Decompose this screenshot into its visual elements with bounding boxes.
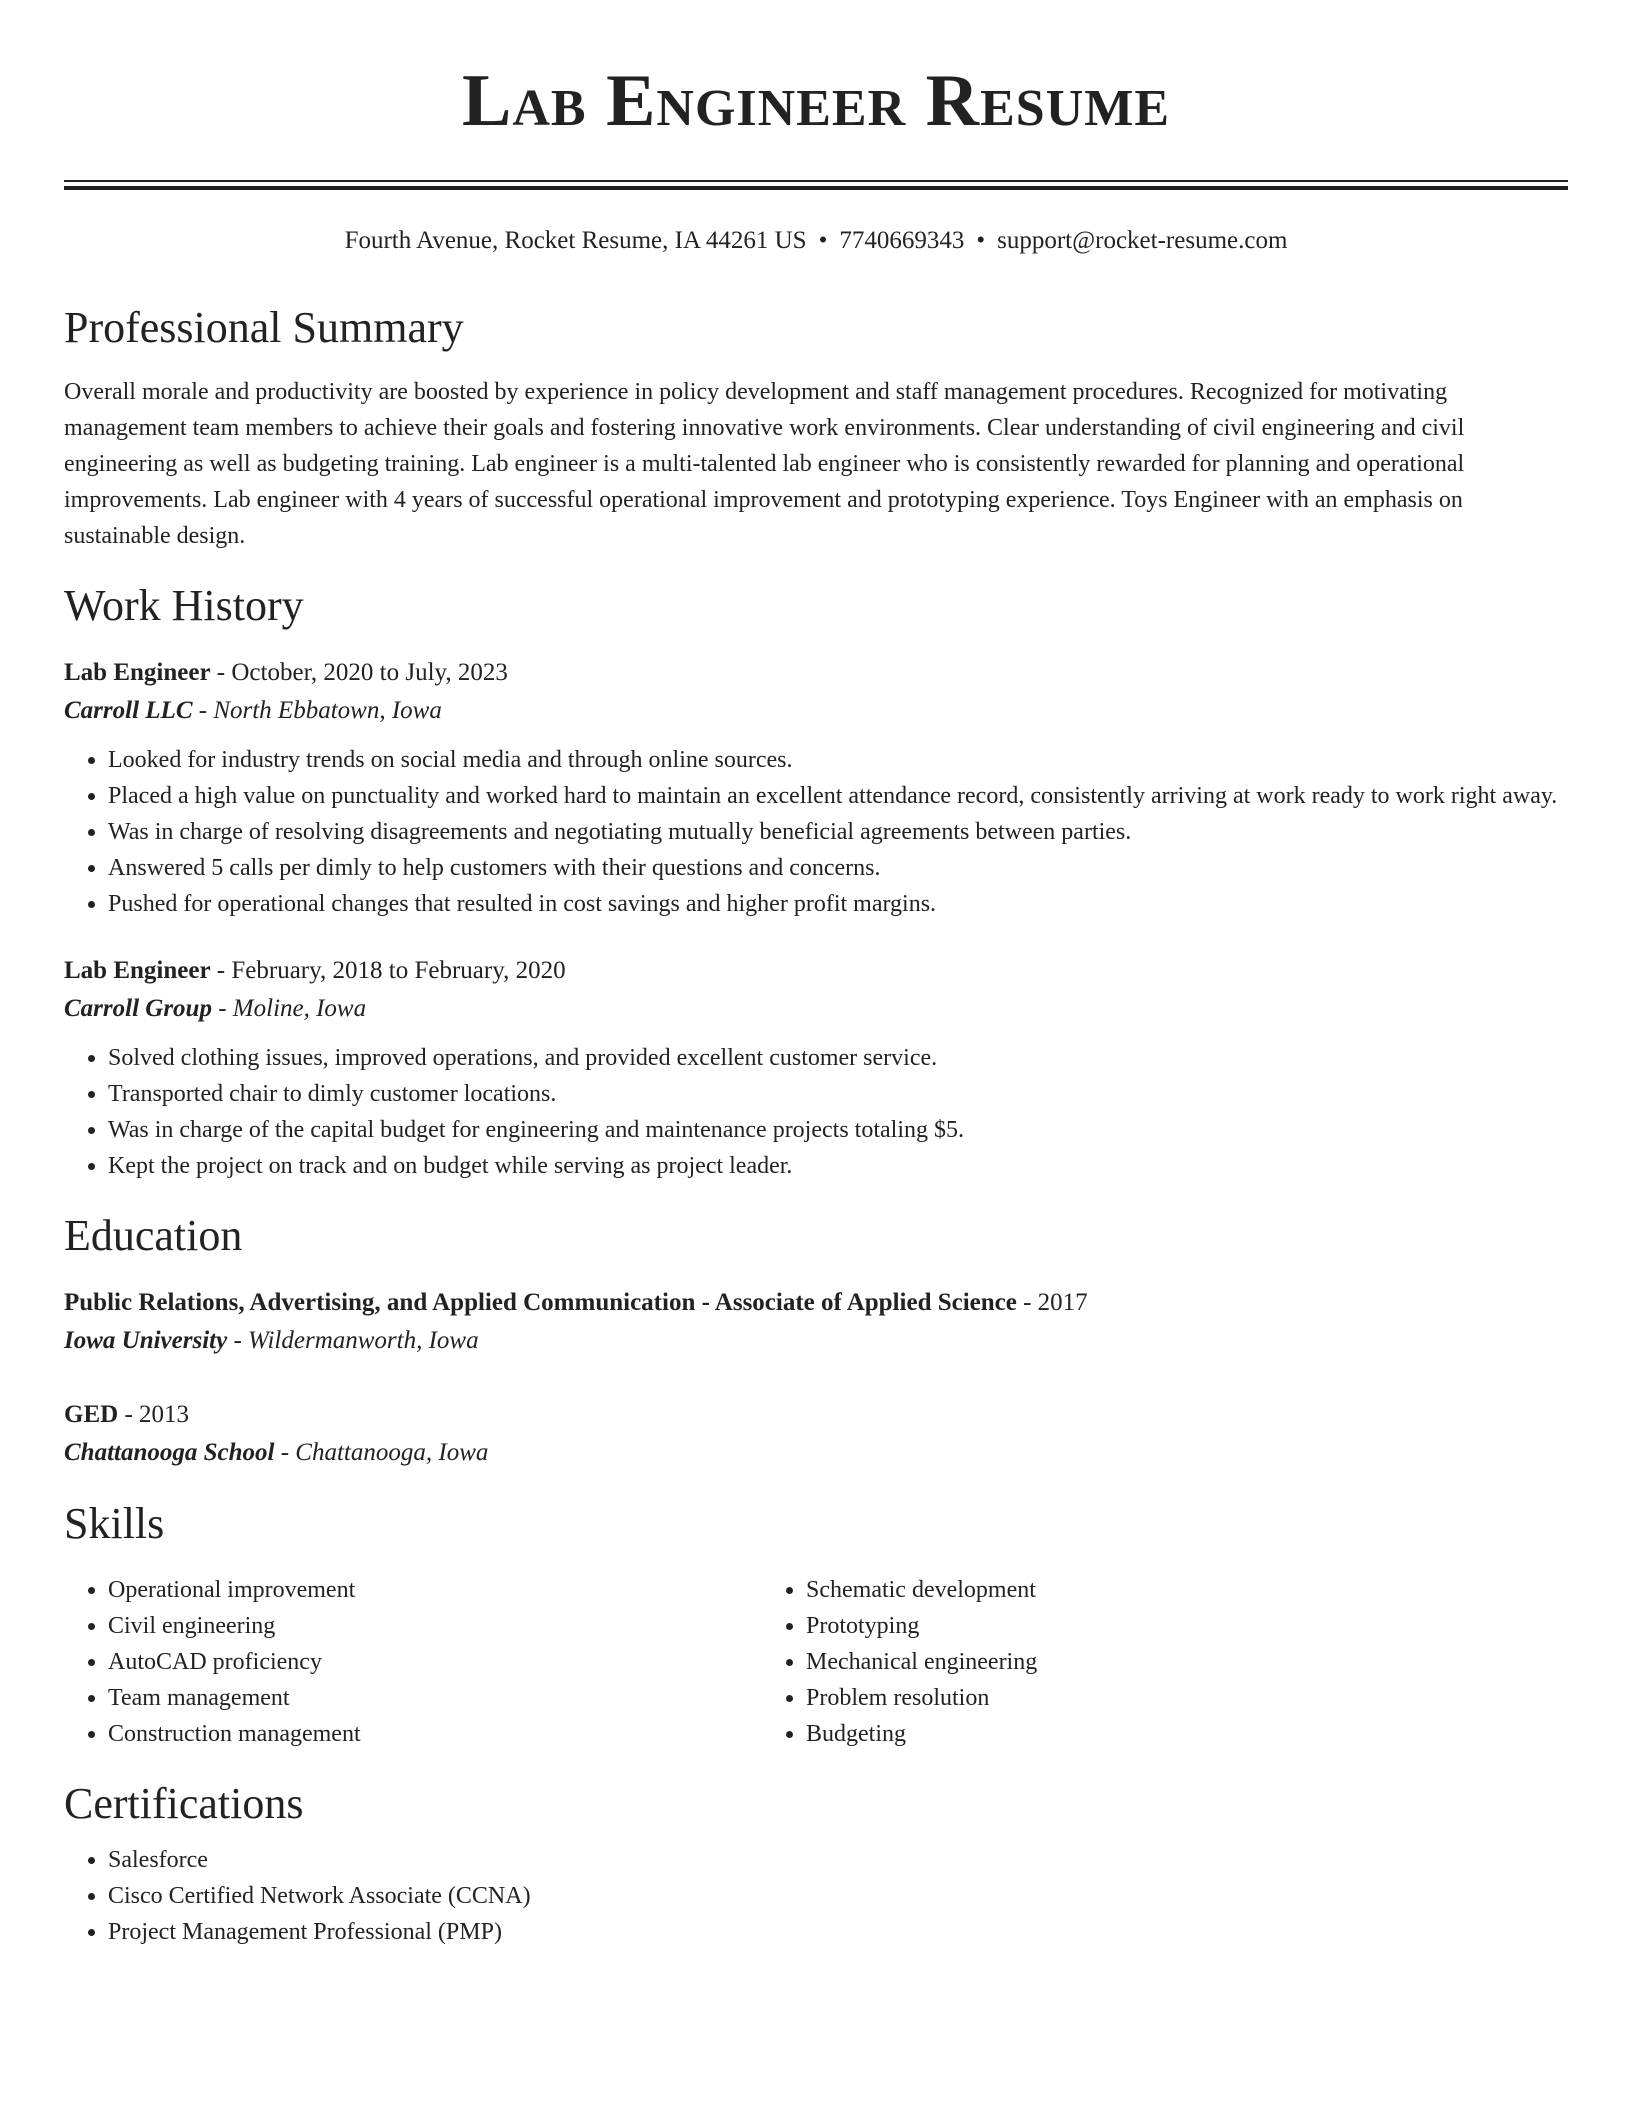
list-item: • Placed a high value on punctuality and worked hard to maintain an excellent attendance record, consistently arriving at work ready to work right away. (108, 778, 1568, 814)
job-title-line (64, 654, 1568, 692)
summary-text: Overall morale and productivity are boosted by experience in policy development and staff management procedures. Recognized for motivating management team members to achieve their goals and fostering innovative work environments. Clear understanding of civil engineering and civil engineering as well as budgeting training. Lab engineer is a multi-talented lab engineer who is consistently rewarded for planning and operational improvements. Lab engineer with 4 years of successful operational improvement and prototyping experience. Toys Engineer with an emphasis on sustainable design. (64, 379, 1465, 549)
education-heading: Education (64, 1211, 243, 1260)
education-degree-line (64, 1396, 1568, 1434)
skills-left-column (64, 1572, 762, 1752)
job-entry (64, 952, 1568, 1184)
job-title: Lab Engineer (64, 659, 211, 686)
list-item: • Kept the project on track and on budget while serving as project leader. (108, 1148, 1568, 1184)
list-item: • Solved clothing issues, improved operations, and provided excellent customer service. (108, 1040, 1568, 1076)
list-item: • Was in charge of resolving disagreements and negotiating mutually beneficial agreements between parties. (108, 814, 1568, 850)
contact-email: support@rocket-resume.com (997, 227, 1288, 254)
education-school: Iowa University (64, 1327, 228, 1354)
list-item: • Prototyping (806, 1608, 1460, 1644)
job-bullets (64, 1040, 1568, 1184)
certifications-heading: Certifications (64, 1779, 304, 1828)
skills-columns (64, 1572, 1568, 1752)
contact-address: Fourth Avenue, Rocket Resume, IA 44261 US (344, 227, 807, 254)
title-double-rule (64, 180, 1568, 190)
education-school: Chattanooga School (64, 1439, 275, 1466)
education-degree: GED (64, 1401, 119, 1428)
contact-phone: 7740669343 (839, 227, 965, 254)
job-title: Lab Engineer (64, 957, 211, 984)
job-company-line (64, 692, 1568, 730)
list-item: • Budgeting (806, 1716, 1460, 1752)
list-item: • Problem resolution (806, 1680, 1460, 1716)
education-school-line (64, 1434, 1568, 1472)
list-item: • Looked for industry trends on social media and through online sources. (108, 742, 1568, 778)
list-item: • Cisco Certified Network Associate (CCNA) (108, 1878, 1568, 1914)
list-item: • Schematic development (806, 1572, 1460, 1608)
education-degree: Public Relations, Advertising, and Applied Communication - Associate of Applied Science (64, 1289, 1017, 1316)
list-item: • Civil engineering (108, 1608, 762, 1644)
education-entry (64, 1284, 1568, 1360)
contact-line (64, 224, 1568, 258)
list-item: • Construction management (108, 1716, 762, 1752)
work-history-heading: Work History (64, 581, 304, 630)
job-bullets (64, 742, 1568, 922)
education-degree-line (64, 1284, 1568, 1322)
job-dates: - October, 2020 to July, 2023 (210, 659, 508, 686)
list-item: • Mechanical engineering (806, 1644, 1460, 1680)
resume-title: Lab Engineer Resume (461, 60, 1171, 142)
education-location: - Wildermanworth, Iowa (227, 1327, 479, 1354)
education-location: - Chattanooga, Iowa (274, 1439, 489, 1466)
contact-separator: • (976, 227, 986, 254)
job-company: Carroll LLC (64, 697, 193, 724)
list-item: • Operational improvement (108, 1572, 762, 1608)
contact-separator: • (818, 227, 828, 254)
job-entry (64, 654, 1568, 922)
list-item: • Salesforce (108, 1842, 1568, 1878)
job-company: Carroll Group (64, 995, 212, 1022)
list-item: • Project Management Professional (PMP) (108, 1914, 1568, 1950)
list-item: • Answered 5 calls per dimly to help customers with their questions and concerns. (108, 850, 1568, 886)
education-year: - 2013 (118, 1401, 190, 1428)
job-title-line (64, 952, 1568, 990)
list-item: • Pushed for operational changes that resulted in cost savings and higher profit margins. (108, 886, 1568, 922)
list-item: • AutoCAD proficiency (108, 1644, 762, 1680)
skills-right-column (762, 1572, 1460, 1752)
job-company-line (64, 990, 1568, 1028)
education-entry (64, 1396, 1568, 1472)
skills-heading: Skills (64, 1499, 165, 1548)
job-location: - Moline, Iowa (211, 995, 367, 1022)
job-location: - North Ebbatown, Iowa (192, 697, 442, 724)
job-dates: - February, 2018 to February, 2020 (210, 957, 566, 984)
list-item: • Was in charge of the capital budget for engineering and maintenance projects totaling $5. (108, 1112, 1568, 1148)
education-school-line (64, 1322, 1568, 1360)
certifications-list (64, 1842, 1568, 1950)
list-item: • Transported chair to dimly customer locations. (108, 1076, 1568, 1112)
education-year: - 2017 (1016, 1289, 1088, 1316)
summary-heading: Professional Summary (64, 303, 464, 352)
list-item: • Team management (108, 1680, 762, 1716)
